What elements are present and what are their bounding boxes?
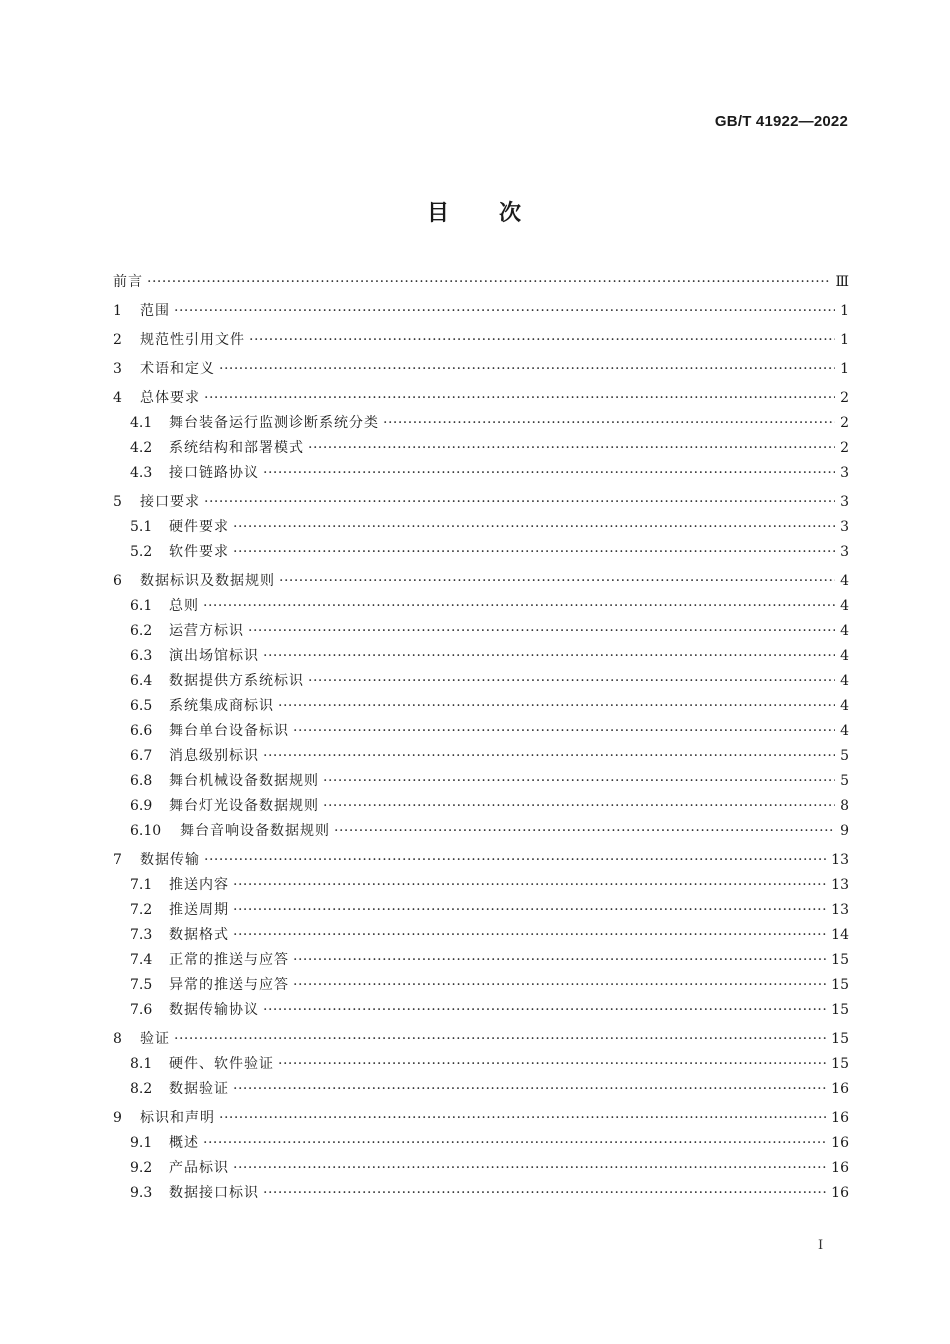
toc-entry-page: 16 bbox=[831, 1081, 849, 1097]
toc-entry-page: 3 bbox=[840, 519, 849, 535]
toc-dot-leader bbox=[174, 1027, 827, 1052]
toc-entry[interactable] bbox=[113, 848, 849, 873]
toc-entry[interactable] bbox=[113, 744, 849, 769]
toc-entry[interactable] bbox=[113, 540, 849, 565]
toc-dot-leader bbox=[293, 973, 827, 998]
toc-entry-page: 1 bbox=[840, 303, 849, 319]
toc-entry-title: 舞台机械设备数据规则 bbox=[169, 773, 319, 789]
toc-entry-title: 运营方标识 bbox=[169, 623, 244, 639]
toc-entry-title: 接口要求 bbox=[140, 494, 200, 510]
toc-entry-title: 正常的推送与应答 bbox=[169, 952, 289, 968]
toc-dot-leader bbox=[219, 357, 835, 382]
toc-entry[interactable] bbox=[113, 1052, 849, 1077]
toc-entry-title: 推送周期 bbox=[169, 902, 229, 918]
toc-entry-number: 7 bbox=[113, 852, 122, 868]
toc-dot-leader bbox=[263, 998, 827, 1023]
toc-entry-page: 2 bbox=[840, 415, 849, 431]
toc-entry-page: 16 bbox=[831, 1185, 849, 1201]
toc-entry[interactable] bbox=[113, 973, 849, 998]
toc-entry-number: 9 bbox=[113, 1110, 122, 1126]
toc-entry-page: 4 bbox=[840, 623, 849, 639]
toc-entry[interactable] bbox=[113, 1027, 849, 1052]
toc-entry[interactable] bbox=[113, 436, 849, 461]
toc-entry-number: 6.9 bbox=[130, 798, 153, 814]
toc-entry[interactable] bbox=[113, 619, 849, 644]
toc-entry-number: 6.5 bbox=[130, 698, 153, 714]
toc-entry-page: 1 bbox=[840, 361, 849, 377]
toc-entry-number: 1 bbox=[113, 303, 122, 319]
toc-entry-page: 3 bbox=[840, 544, 849, 560]
toc-entry-number: 3 bbox=[113, 361, 122, 377]
toc-entry-number: 9.3 bbox=[130, 1185, 153, 1201]
toc-entry-title: 硬件要求 bbox=[169, 519, 229, 535]
toc-entry-number: 4.2 bbox=[130, 440, 153, 456]
toc-entry-title: 推送内容 bbox=[169, 877, 229, 893]
toc-entry-title: 规范性引用文件 bbox=[140, 332, 245, 348]
toc-entry[interactable] bbox=[113, 819, 849, 844]
toc-entry[interactable] bbox=[113, 1131, 849, 1156]
toc-entry[interactable] bbox=[113, 594, 849, 619]
toc-entry[interactable] bbox=[113, 461, 849, 486]
toc-dot-leader bbox=[147, 270, 831, 295]
toc-entry[interactable] bbox=[113, 569, 849, 594]
toc-entry[interactable] bbox=[113, 490, 849, 515]
toc-dot-leader bbox=[263, 744, 835, 769]
toc-entry-title: 系统集成商标识 bbox=[169, 698, 274, 714]
toc-dot-leader bbox=[383, 411, 835, 436]
toc-entry-title: 舞台单台设备标识 bbox=[169, 723, 289, 739]
toc-entry[interactable] bbox=[113, 794, 849, 819]
toc-entry-number: 4 bbox=[113, 390, 122, 406]
toc-dot-leader bbox=[203, 1131, 827, 1156]
toc-entry-number: 7.2 bbox=[130, 902, 153, 918]
toc-entry-page: 13 bbox=[831, 852, 849, 868]
toc-entry-title: 产品标识 bbox=[169, 1160, 229, 1176]
toc-entry[interactable] bbox=[113, 998, 849, 1023]
toc-entry[interactable] bbox=[113, 873, 849, 898]
toc-dot-leader bbox=[249, 328, 835, 353]
toc-entry[interactable] bbox=[113, 386, 849, 411]
toc-dot-leader bbox=[278, 694, 835, 719]
toc-entry-number: 6.8 bbox=[130, 773, 153, 789]
toc-entry-title: 舞台灯光设备数据规则 bbox=[169, 798, 319, 814]
toc-entry-number: 5.1 bbox=[130, 519, 153, 535]
toc-entry-number: 7.5 bbox=[130, 977, 153, 993]
toc-entry-page: 5 bbox=[840, 773, 849, 789]
table-of-contents bbox=[113, 270, 849, 1206]
page-title bbox=[0, 196, 950, 227]
toc-entry-page: 16 bbox=[831, 1160, 849, 1176]
toc-entry-title: 接口链路协议 bbox=[169, 465, 259, 481]
toc-entry-page: 2 bbox=[840, 390, 849, 406]
toc-entry-title: 范围 bbox=[140, 303, 170, 319]
toc-entry[interactable] bbox=[113, 719, 849, 744]
toc-entry-title: 数据传输协议 bbox=[169, 1002, 259, 1018]
toc-dot-leader bbox=[233, 873, 827, 898]
toc-dot-leader bbox=[293, 948, 827, 973]
toc-entry-number: 7.6 bbox=[130, 1002, 153, 1018]
toc-entry-number: 7.3 bbox=[130, 927, 153, 943]
toc-entry-number: 6.2 bbox=[130, 623, 153, 639]
toc-dot-leader bbox=[323, 794, 835, 819]
toc-entry-number: 8.1 bbox=[130, 1056, 153, 1072]
toc-dot-leader bbox=[334, 819, 835, 844]
toc-entry[interactable] bbox=[113, 1106, 849, 1131]
toc-entry-number: 9.1 bbox=[130, 1135, 153, 1151]
toc-entry[interactable] bbox=[113, 515, 849, 540]
toc-dot-leader bbox=[233, 923, 827, 948]
toc-dot-leader bbox=[323, 769, 835, 794]
toc-entry[interactable] bbox=[113, 694, 849, 719]
toc-entry-title: 软件要求 bbox=[169, 544, 229, 560]
page-title-part2: 次 bbox=[499, 201, 524, 226]
toc-entry-number: 5.2 bbox=[130, 544, 153, 560]
toc-entry-number: 8.2 bbox=[130, 1081, 153, 1097]
toc-entry-page: 5 bbox=[840, 748, 849, 764]
toc-entry-page: 13 bbox=[831, 902, 849, 918]
toc-entry-number: 6.4 bbox=[130, 673, 153, 689]
toc-entry-title: 数据提供方系统标识 bbox=[169, 673, 304, 689]
toc-entry-title: 术语和定义 bbox=[140, 361, 215, 377]
toc-entry-number: 7.4 bbox=[130, 952, 153, 968]
page-title-part1: 目 bbox=[426, 201, 451, 226]
toc-entry-number: 9.2 bbox=[130, 1160, 153, 1176]
toc-dot-leader bbox=[203, 594, 835, 619]
toc-dot-leader bbox=[279, 569, 835, 594]
toc-entry-title: 概述 bbox=[169, 1135, 199, 1151]
toc-dot-leader bbox=[219, 1106, 827, 1131]
toc-entry[interactable] bbox=[113, 644, 849, 669]
toc-entry-number: 6.1 bbox=[130, 598, 153, 614]
toc-entry-page: 15 bbox=[831, 1056, 849, 1072]
toc-entry-title: 数据标识及数据规则 bbox=[140, 573, 275, 589]
toc-entry-number: 6.6 bbox=[130, 723, 153, 739]
toc-entry-title: 数据传输 bbox=[140, 852, 200, 868]
toc-entry-title: 总体要求 bbox=[140, 390, 200, 406]
toc-entry-title: 消息级别标识 bbox=[169, 748, 259, 764]
toc-dot-leader bbox=[204, 490, 835, 515]
toc-dot-leader bbox=[293, 719, 835, 744]
toc-entry-page: 15 bbox=[831, 952, 849, 968]
toc-entry-page: 15 bbox=[831, 977, 849, 993]
toc-dot-leader bbox=[263, 1181, 827, 1206]
toc-entry[interactable] bbox=[113, 898, 849, 923]
toc-dot-leader bbox=[204, 848, 827, 873]
toc-entry-page: 14 bbox=[831, 927, 849, 943]
toc-entry-number: 8 bbox=[113, 1031, 122, 1047]
toc-entry-title: 异常的推送与应答 bbox=[169, 977, 289, 993]
toc-dot-leader bbox=[233, 898, 827, 923]
toc-entry-page: 15 bbox=[831, 1002, 849, 1018]
toc-entry-page: 4 bbox=[840, 723, 849, 739]
toc-entry[interactable] bbox=[113, 669, 849, 694]
toc-dot-leader bbox=[233, 1156, 827, 1181]
toc-entry-page: 16 bbox=[831, 1135, 849, 1151]
toc-entry-page: 8 bbox=[840, 798, 849, 814]
toc-entry-number: 6 bbox=[113, 573, 122, 589]
toc-entry-title: 舞台音响设备数据规则 bbox=[180, 823, 330, 839]
toc-entry-number: 6.7 bbox=[130, 748, 153, 764]
toc-entry[interactable] bbox=[113, 1156, 849, 1181]
toc-dot-leader bbox=[248, 619, 835, 644]
toc-entry-title: 硬件、软件验证 bbox=[169, 1056, 274, 1072]
toc-entry[interactable] bbox=[113, 948, 849, 973]
toc-entry-number: 7.1 bbox=[130, 877, 153, 893]
toc-entry[interactable] bbox=[113, 411, 849, 436]
toc-dot-leader bbox=[308, 669, 835, 694]
toc-entry-page: 2 bbox=[840, 440, 849, 456]
toc-entry-page: 13 bbox=[831, 877, 849, 893]
toc-entry-page: 1 bbox=[840, 332, 849, 348]
toc-entry-title: 数据格式 bbox=[169, 927, 229, 943]
toc-entry[interactable] bbox=[113, 328, 849, 353]
standard-code: GB/T 41922—2022 bbox=[714, 113, 848, 130]
toc-dot-leader bbox=[263, 644, 835, 669]
toc-entry-page: 9 bbox=[840, 823, 849, 839]
toc-entry-page: 4 bbox=[840, 598, 849, 614]
toc-dot-leader bbox=[233, 540, 835, 565]
toc-entry-page: 4 bbox=[840, 573, 849, 589]
toc-entry-number: 5 bbox=[113, 494, 122, 510]
toc-entry[interactable] bbox=[113, 1077, 849, 1102]
toc-entry[interactable] bbox=[113, 923, 849, 948]
toc-entry-page: 4 bbox=[840, 673, 849, 689]
toc-entry-page: 15 bbox=[831, 1031, 849, 1047]
toc-entry[interactable] bbox=[113, 357, 849, 382]
toc-entry-title: 标识和声明 bbox=[140, 1110, 215, 1126]
toc-entry-number: 6.10 bbox=[130, 823, 162, 839]
toc-entry-number: 4.3 bbox=[130, 465, 153, 481]
toc-dot-leader bbox=[308, 436, 835, 461]
toc-dot-leader bbox=[204, 386, 835, 411]
toc-entry[interactable] bbox=[113, 299, 849, 324]
toc-dot-leader bbox=[278, 1052, 827, 1077]
toc-entry-title: 舞台装备运行监测诊断系统分类 bbox=[169, 415, 379, 431]
toc-entry-title: 前言 bbox=[113, 274, 143, 290]
toc-entry-number: 2 bbox=[113, 332, 122, 348]
toc-entry-title: 演出场馆标识 bbox=[169, 648, 259, 664]
toc-dot-leader bbox=[233, 515, 835, 540]
toc-entry-page: 3 bbox=[840, 494, 849, 510]
toc-entry-page: 4 bbox=[840, 698, 849, 714]
toc-entry-number: 6.3 bbox=[130, 648, 153, 664]
toc-entry[interactable] bbox=[113, 769, 849, 794]
toc-dot-leader bbox=[263, 461, 835, 486]
page-number: Ⅰ bbox=[818, 1238, 824, 1253]
toc-entry[interactable] bbox=[113, 1181, 849, 1206]
toc-dot-leader bbox=[233, 1077, 827, 1102]
toc-entry-page: 3 bbox=[840, 465, 849, 481]
toc-entry-title: 总则 bbox=[169, 598, 199, 614]
toc-entry-page: 16 bbox=[831, 1110, 849, 1126]
toc-entry-page: 4 bbox=[840, 648, 849, 664]
toc-entry-title: 系统结构和部署模式 bbox=[169, 440, 304, 456]
toc-entry-number: 4.1 bbox=[130, 415, 153, 431]
toc-entry-title: 数据接口标识 bbox=[169, 1185, 259, 1201]
toc-entry-title: 验证 bbox=[140, 1031, 170, 1047]
toc-entry[interactable] bbox=[113, 270, 849, 295]
toc-entry-title: 数据验证 bbox=[169, 1081, 229, 1097]
toc-entry-page: Ⅲ bbox=[835, 274, 849, 290]
toc-dot-leader bbox=[174, 299, 835, 324]
